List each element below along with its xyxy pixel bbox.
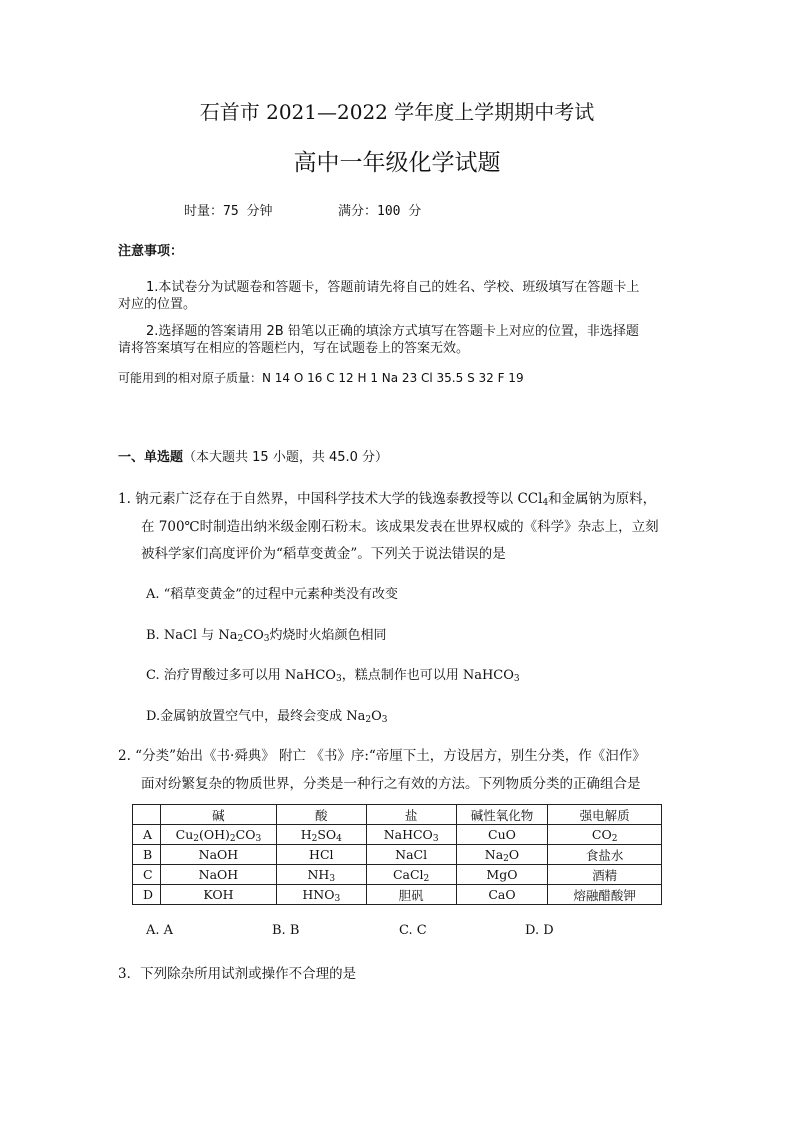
table-cell bbox=[276, 885, 366, 905]
q1-option-b-sub: 3 bbox=[263, 634, 270, 644]
q1-line-3: 被科学家们高度评价为“稻草变黄金”。下列关于说法错误的是 bbox=[141, 546, 506, 562]
cell-text: CO bbox=[235, 827, 256, 842]
cell-sub: 2 bbox=[503, 854, 509, 864]
q1-option-c-text: ，糕点制作也可以用 NaHCO bbox=[341, 668, 514, 683]
cell-sub: 2 bbox=[423, 874, 430, 884]
cell-sub: 4 bbox=[336, 834, 342, 844]
time-limit: 时量：75 分钟 bbox=[184, 204, 273, 219]
cell-text: CaCl bbox=[392, 867, 424, 882]
q1-option-b-text: CO bbox=[243, 628, 264, 643]
table-cell: CaO bbox=[456, 885, 548, 905]
table-cell: NaCl bbox=[366, 845, 456, 865]
full-score: 满分：100 分 bbox=[338, 204, 422, 219]
q1-option-c-sub: 3 bbox=[335, 674, 342, 684]
q1-option-b-text: B. NaCl 与 Na bbox=[146, 628, 238, 643]
table-cell bbox=[366, 865, 456, 885]
q1-option-d-text: O bbox=[371, 709, 382, 724]
table-header-cell: 碱性氧化物 bbox=[456, 805, 548, 825]
q1-option-a: A. “稻草变黄金”的过程中元素种类没有改变 bbox=[146, 587, 398, 602]
table-row bbox=[133, 825, 662, 845]
cell-sub: 3 bbox=[255, 834, 262, 844]
q1-option-c-sub: 3 bbox=[513, 674, 520, 684]
q1-option-d bbox=[146, 705, 388, 724]
q1-option-d-sub: 3 bbox=[381, 715, 388, 725]
table-cell: KOH bbox=[160, 885, 276, 905]
row-key: D bbox=[133, 885, 161, 905]
q1-line-1-text-a: 1. 钠元素广泛存在于自然界，中国科学技术大学的钱逸泰教授等以 CCl bbox=[118, 491, 543, 507]
table-cell: CuO bbox=[456, 825, 548, 845]
table-cell bbox=[276, 825, 366, 845]
cell-text: (OH) bbox=[199, 827, 230, 842]
section-title: 一、单选题 bbox=[118, 450, 184, 465]
cell-text: CO bbox=[591, 827, 612, 842]
table-header-cell: 酸 bbox=[276, 805, 366, 825]
table-cell: 熔融醋酸钾 bbox=[548, 885, 662, 905]
cell-text: H bbox=[300, 827, 312, 842]
table-cell: 胆矾 bbox=[366, 885, 456, 905]
q1-option-b-sub: 2 bbox=[237, 634, 244, 644]
q2-line-2: 面对纷繁复杂的物质世界，分类是一种行之有效的方法。下列物质分类的正确组合是 bbox=[141, 776, 641, 792]
table-header-cell: 碱 bbox=[160, 805, 276, 825]
exam-title: 石首市 2021—2022 学年度上学期期中考试 bbox=[199, 100, 595, 124]
table-cell: 食盐水 bbox=[548, 845, 662, 865]
cell-sub: 2 bbox=[611, 834, 618, 844]
table-cell bbox=[456, 845, 548, 865]
q2-option-b: B. B bbox=[272, 923, 300, 938]
note-1-line-2: 对应的位置。 bbox=[118, 297, 197, 312]
table-row bbox=[133, 865, 662, 885]
cell-sub: 2 bbox=[311, 834, 318, 844]
section-heading bbox=[118, 446, 388, 465]
q1-line-1-text-b: 和金属钠为原料， bbox=[548, 491, 657, 507]
table-header-cell: 强电解质 bbox=[548, 805, 662, 825]
table-cell: NaOH bbox=[160, 865, 276, 885]
exam-subtitle: 高中一年级化学试题 bbox=[293, 150, 501, 176]
table-header-cell: 盐 bbox=[366, 805, 456, 825]
row-key: C bbox=[133, 865, 161, 885]
cell-sub: 3 bbox=[334, 894, 341, 904]
table-header-cell bbox=[133, 805, 161, 825]
cell-sub: 2 bbox=[193, 834, 200, 844]
cell-sub: 2 bbox=[229, 834, 236, 844]
cell-text: Cu bbox=[175, 827, 194, 842]
q2-option-d: D. D bbox=[525, 923, 554, 938]
table-header-row bbox=[133, 805, 662, 825]
row-key: A bbox=[133, 825, 161, 845]
section-desc: （本大题共 15 小题，共 45.0 分） bbox=[183, 450, 389, 465]
table-cell: HCl bbox=[276, 845, 366, 865]
q2-line-1: 2. “分类”始出《书·舜典》 附亡 《书》序:“帝厘下土，方设居方，别生分类，作《汩作》 bbox=[118, 748, 646, 764]
notes-heading: 注意事项： bbox=[118, 244, 184, 259]
cell-text: NH bbox=[307, 867, 330, 882]
cell-sub: 3 bbox=[432, 834, 439, 844]
q1-line-2: 在 700℃时制造出纳米级金刚石粉末。该成果发表在世界权威的《科学》杂志上，立刻 bbox=[141, 519, 659, 535]
note-2-line-1: 2.选择题的答案请用 2B 铅笔以正确的填涂方式填写在答题卡上对应的位置，非选择题 bbox=[146, 324, 639, 339]
cell-sub: 3 bbox=[329, 874, 336, 884]
table-row bbox=[133, 845, 662, 865]
q1-option-c bbox=[146, 664, 520, 683]
q1-option-b bbox=[146, 624, 387, 643]
q1-option-c-text: C. 治疗胃酸过多可以用 NaHCO bbox=[146, 668, 336, 683]
table-cell bbox=[160, 825, 276, 845]
cell-text: SO bbox=[317, 827, 337, 842]
cell-text: O bbox=[508, 847, 520, 862]
q2-option-a: A. A bbox=[146, 923, 174, 938]
q1-option-d-sub: 2 bbox=[365, 715, 372, 725]
cell-text: NaHCO bbox=[383, 827, 433, 842]
table-row bbox=[133, 885, 662, 905]
note-2-line-2: 请将答案填写在相应的答题栏内，写在试题卷上的答案无效。 bbox=[118, 341, 470, 356]
table-cell bbox=[366, 825, 456, 845]
q3-line-1: 3．下列除杂所用试剂或操作不合理的是 bbox=[118, 966, 357, 982]
classification-table bbox=[132, 804, 662, 905]
table-cell: NaOH bbox=[160, 845, 276, 865]
table-cell: 酒精 bbox=[548, 865, 662, 885]
row-key: B bbox=[133, 845, 161, 865]
q1-line-1 bbox=[118, 487, 656, 507]
q1-option-b-text: 灼烧时火焰颜色相同 bbox=[269, 628, 387, 643]
table-cell bbox=[548, 825, 662, 845]
cell-text: Na bbox=[484, 847, 504, 862]
q1-option-d-text: D.金属钠放置空气中，最终会变成 Na bbox=[146, 709, 366, 724]
atomic-mass-line: 可能用到的相对原子质量：N 14 O 16 C 12 H 1 Na 23 Cl 35.5 S 32 F 19 bbox=[118, 371, 524, 385]
table-cell bbox=[276, 865, 366, 885]
table-cell: MgO bbox=[456, 865, 548, 885]
q1-line-1-sub: 4 bbox=[542, 498, 549, 508]
cell-text: HNO bbox=[302, 887, 335, 902]
q2-option-c: C. C bbox=[399, 923, 427, 938]
note-1-line-1: 1.本试卷分为试题卷和答题卡，答题前请先将自己的姓名、学校、班级填写在答题卡上 bbox=[146, 280, 640, 295]
